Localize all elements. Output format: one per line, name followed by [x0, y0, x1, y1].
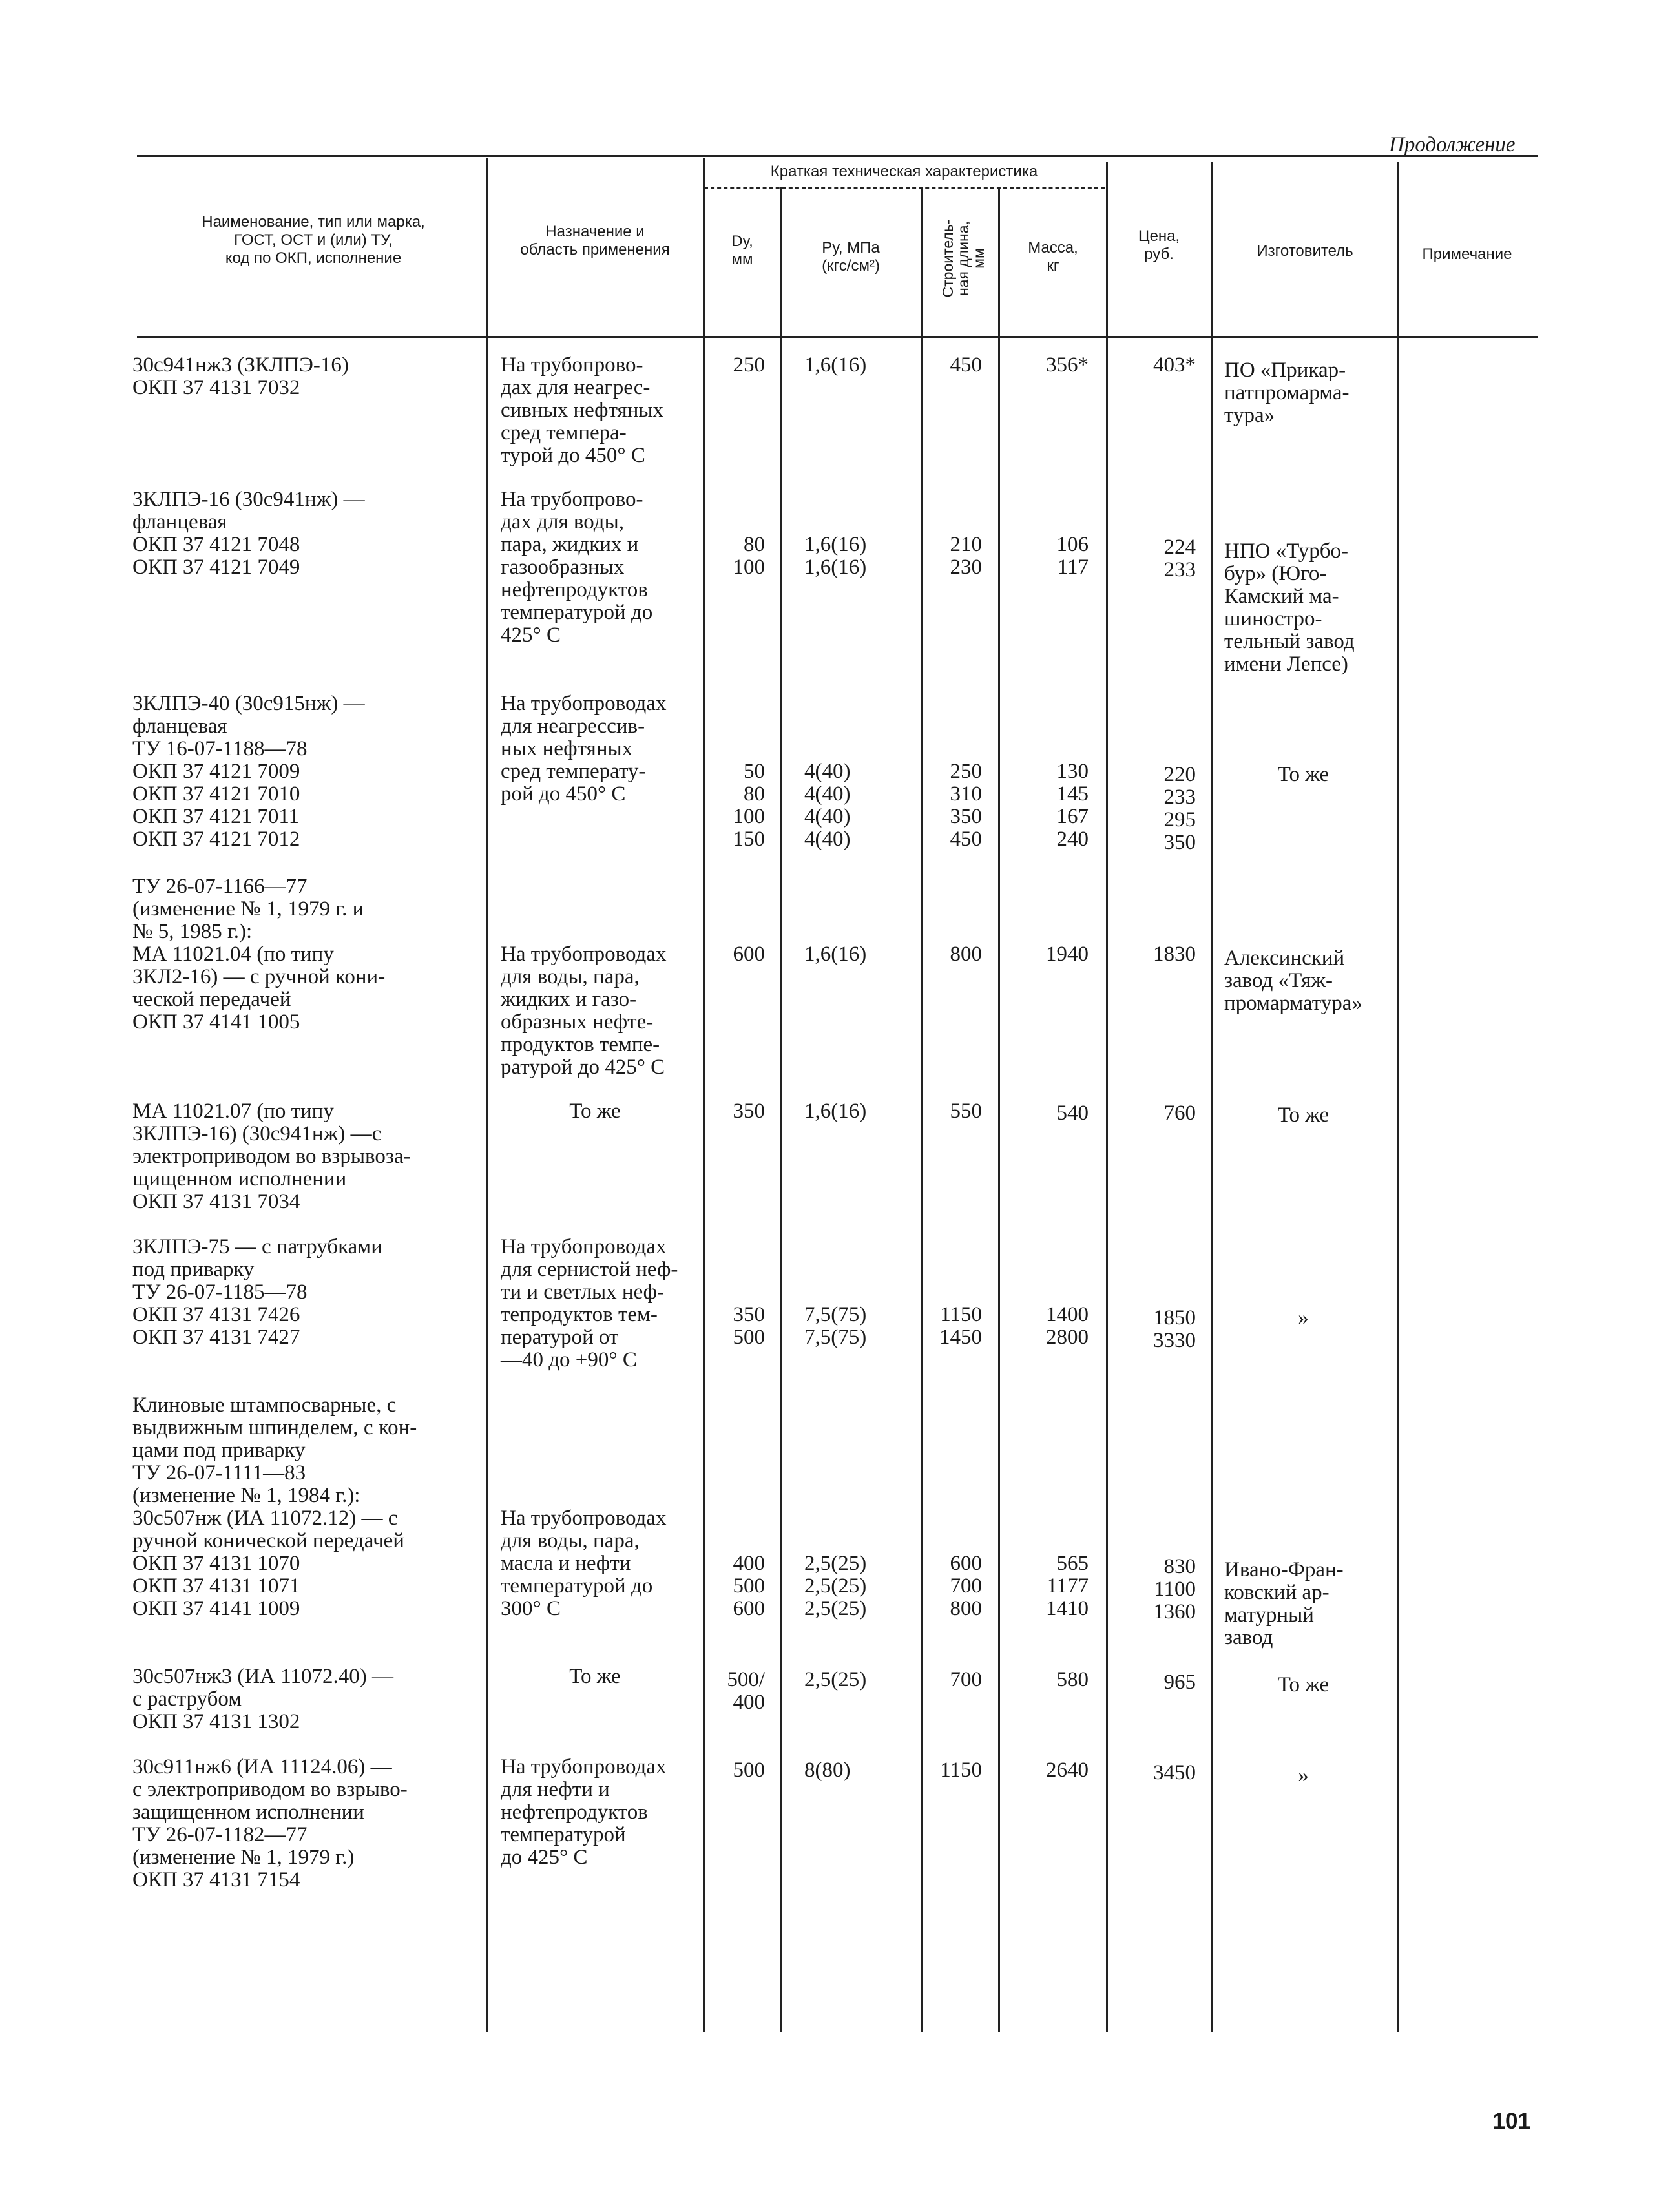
row-length: 450 [950, 353, 982, 377]
row-py: 8(80) [804, 1758, 851, 1782]
row-price: 403* [1153, 353, 1196, 377]
column-rule [486, 158, 488, 2032]
row-price: 3450 [1153, 1761, 1196, 1784]
row-mass: 565 1177 1410 [1046, 1552, 1089, 1620]
row-purpose: На трубопрово- дах для воды, пара, жидких и газообразных нефтепродуктов температурой до 425° С [501, 488, 653, 647]
header-price: Цена, руб. [1138, 227, 1180, 263]
row-name: 30с911нж6 (ИА 11124.06) — с электроприводом во взрыво- защищенном исполнении ТУ 26-07-1182—77 (изменение № 1, 1979 г.) ОКП 37 4131 7154 [132, 1755, 408, 1892]
row-maker: То же [1277, 1673, 1330, 1696]
header-length: Строитель- ная длина, мм [939, 219, 987, 298]
row-py: 1,6(16) [804, 1100, 867, 1123]
row-dy: 600 [733, 943, 765, 966]
header-py: Pу, МПа (кгс/см²) [822, 239, 880, 275]
row-maker: ПО «Прикар- патпромарма- тура» [1224, 359, 1350, 427]
row-dy: 400 500 600 [733, 1552, 765, 1620]
row-py: 1,6(16) [804, 353, 867, 377]
row-mass: 130 145 167 240 [1056, 760, 1089, 851]
header-note: Примечание [1422, 245, 1512, 263]
row-mass: 580 [1056, 1668, 1089, 1691]
column-rule [998, 187, 1000, 2032]
column-rule [921, 187, 923, 2032]
row-purpose: На трубопроводах для воды, пара, масла и нефти температурой до 300° С [501, 1507, 667, 1620]
row-dy: 80 100 [733, 533, 765, 579]
row-mass: 1940 [1046, 943, 1089, 966]
row-py: 1,6(16) [804, 943, 867, 966]
row-length: 250 310 350 450 [950, 760, 982, 851]
row-dy: 350 [733, 1100, 765, 1123]
row-dy: 250 [733, 353, 765, 377]
row-maker: НПО «Турбо- бур» (Юго- Камский ма- шиностро- тельный завод имени Лепсе) [1224, 539, 1355, 676]
column-rule [1397, 162, 1399, 2032]
row-maker: » [1298, 1764, 1309, 1787]
row-maker: » [1298, 1306, 1309, 1330]
row-name: 30с941нж3 (ЗКЛПЭ-16) ОКП 37 4131 7032 [132, 353, 349, 399]
table-top-rule [137, 155, 1538, 157]
page-number: 101 [1492, 2109, 1530, 2134]
row-maker: То же [1277, 763, 1330, 786]
row-py: 2,5(25) 2,5(25) 2,5(25) [804, 1552, 867, 1620]
row-dy: 350 500 [733, 1303, 765, 1349]
row-dy: 500/ 400 [727, 1668, 765, 1714]
column-rule [1106, 162, 1108, 2032]
row-py: 2,5(25) [804, 1668, 867, 1691]
row-py: 7,5(75) 7,5(75) [804, 1303, 867, 1349]
row-mass: 356* [1046, 353, 1089, 377]
row-maker: Алексинский завод «Тяж- промарматура» [1224, 946, 1362, 1015]
row-purpose: На трубопроводах для нефти и нефтепродуктов температурой до 425° С [501, 1755, 667, 1869]
row-length: 800 [950, 943, 982, 966]
row-maker: Ивано-Фран- ковский ар- матурный завод [1224, 1558, 1344, 1649]
header-dy: Dу, мм [731, 233, 753, 268]
column-rule [703, 158, 705, 2032]
row-price: 760 [1163, 1101, 1196, 1125]
row-length: 210 230 [950, 533, 982, 579]
row-price: 965 [1163, 1671, 1196, 1694]
row-length: 550 [950, 1100, 982, 1123]
column-rule [1211, 162, 1213, 2032]
row-name: ЗКЛПЭ-75 — с патрубками под приварку ТУ 26-07-1185—78 ОКП 37 4131 7426 ОКП 37 4131 7427 [132, 1235, 382, 1349]
header-maker: Изготовитель [1257, 242, 1353, 260]
row-name: 30с507нж3 (ИА 11072.40) — с раструбом ОКП 37 4131 1302 [132, 1665, 394, 1733]
row-price: 220 233 295 350 [1163, 763, 1196, 854]
header-tech-group: Краткая техническая характеристика [770, 163, 1038, 180]
row-name: Клиновые штампосварные, с выдвижным шпинделем, с кон- цами под приварку ТУ 26-07-1111—83 (изменение № 1, 1984 г.): 30с507нж (ИА 11072.12) — с ручной конической передачей ОКП 37 4131 1070 ОКП 37 4131 1071 ОКП 37 4141 1009 [132, 1393, 417, 1620]
row-purpose: На трубопроводах для неагрессив- ных нефтяных сред температу- рой до 450° С [501, 692, 667, 806]
header-bottom-rule [137, 336, 1538, 338]
column-rule [780, 187, 782, 2032]
row-dy: 50 80 100 150 [733, 760, 765, 851]
row-price: 1830 [1153, 943, 1196, 966]
row-py: 4(40) 4(40) 4(40) 4(40) [804, 760, 851, 851]
row-py: 1,6(16) 1,6(16) [804, 533, 867, 579]
row-price: 1850 3330 [1153, 1306, 1196, 1352]
row-name: МА 11021.07 (по типу ЗКЛПЭ-16) (30с941нж) —с электроприводом во взрывоза- щищенном исполнении ОКП 37 4131 7034 [132, 1100, 411, 1213]
row-price: 224 233 [1163, 536, 1196, 581]
row-length: 700 [950, 1668, 982, 1691]
row-maker: То же [1277, 1103, 1330, 1127]
row-mass: 540 [1056, 1101, 1089, 1125]
row-mass: 106 117 [1056, 533, 1089, 579]
header-purpose: Назначение и область применения [520, 223, 670, 258]
row-dy: 500 [733, 1758, 765, 1782]
row-name: ЗКЛПЭ-16 (30с941нж) — фланцевая ОКП 37 4121 7048 ОКП 37 4121 7049 [132, 488, 365, 579]
row-purpose: На трубопроводах для сернистой неф- ти и светлых неф- тепродуктов тем- пературой от —40 до +90° С [501, 1235, 678, 1372]
row-mass: 1400 2800 [1046, 1303, 1089, 1349]
header-mass: Масса, кг [1028, 239, 1078, 275]
row-purpose: То же [569, 1665, 621, 1688]
row-length: 1150 1450 [939, 1303, 982, 1349]
header-name: Наименование, тип или марка, ГОСТ, ОСТ и (или) ТУ, код по ОКП, исполнение [202, 213, 425, 267]
group-header-rule [704, 187, 1105, 189]
row-mass: 2640 [1046, 1758, 1089, 1782]
row-length: 600 700 800 [950, 1552, 982, 1620]
row-price: 830 1100 1360 [1153, 1555, 1196, 1623]
row-name: ТУ 26-07-1166—77 (изменение № 1, 1979 г. и № 5, 1985 г.): МА 11021.04 (по типу ЗКЛ2-16) — с ручной кони- ческой передачей ОКП 37 4141 1005 [132, 875, 386, 1034]
continuation-label: Продолжение [1389, 133, 1516, 156]
row-length: 1150 [940, 1758, 982, 1782]
row-purpose: На трубопроводах для воды, пара, жидких и газо- образных нефте- продуктов темпе- ратурой до 425° С [501, 943, 667, 1079]
row-purpose: То же [569, 1100, 621, 1123]
row-purpose: На трубопрово- дах для неагрес- сивных нефтяных сред темпера- турой до 450° С [501, 353, 664, 467]
row-name: ЗКЛПЭ-40 (30с915нж) — фланцевая ТУ 16-07-1188—78 ОКП 37 4121 7009 ОКП 37 4121 7010 ОКП 37 4121 7011 ОКП 37 4121 7012 [132, 692, 365, 851]
